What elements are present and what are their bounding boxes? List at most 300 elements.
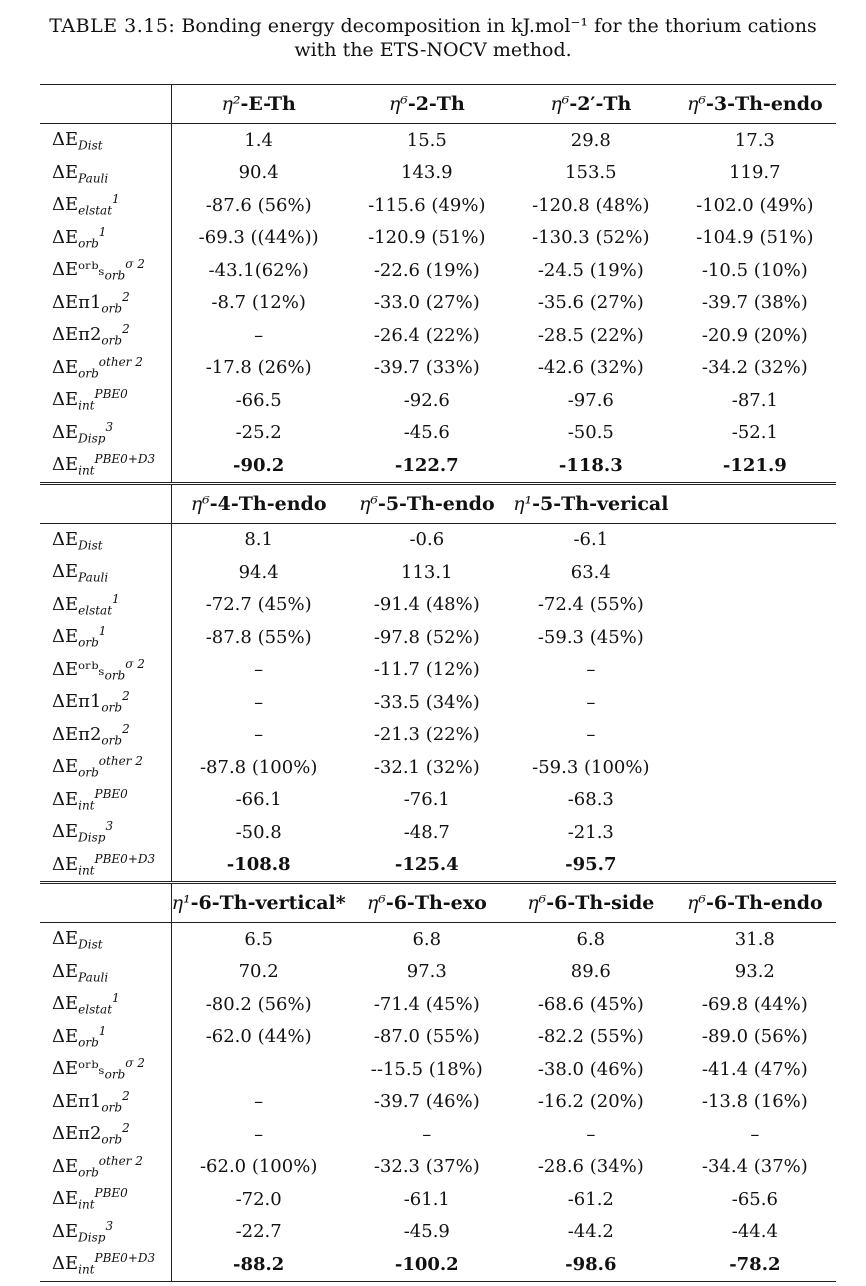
table-row [40, 1216, 836, 1249]
table-row [40, 1248, 836, 1281]
table-row [40, 923, 836, 956]
row-label-sub: int [78, 464, 95, 479]
table-cell [674, 849, 836, 883]
table-cell: -66.1 [235, 789, 282, 811]
table-cell: -91.4 (48%) [373, 594, 480, 616]
table-cell: – [254, 724, 264, 746]
table-cell [674, 686, 836, 719]
table-row [40, 988, 836, 1021]
table-cell [171, 1053, 346, 1086]
row-label-main: ΔE [52, 626, 79, 648]
row-label [40, 784, 171, 817]
table-cell: 90.4 [238, 162, 279, 184]
row-label-main: ΔEᵒʳᵇₛ [52, 658, 105, 680]
row-label [40, 956, 171, 989]
table-cell: -65.6 [731, 1188, 778, 1210]
table-row [40, 784, 836, 817]
table-cell: – [254, 659, 264, 681]
table-row [40, 523, 836, 556]
table-cell: -72.4 (55%) [537, 594, 644, 616]
complex-name: -2′-Th [569, 93, 632, 115]
row-label [40, 589, 171, 622]
table-cell [674, 556, 836, 589]
row-label-sup: 1 [112, 991, 120, 1006]
table-cell: -34.2 (32%) [701, 357, 808, 379]
row-label [40, 254, 171, 287]
table-cell: -50.5 [567, 422, 614, 444]
table-cell: 6.8 [508, 923, 674, 956]
table-row [40, 287, 836, 320]
table-cell: -120.8 (48%) [532, 194, 650, 216]
table-row [40, 589, 836, 622]
row-label-sub: orb [104, 668, 126, 683]
table-cell: -68.6 (45%) [537, 993, 644, 1015]
table-cell: -87.1 [731, 389, 778, 411]
table-cell: -115.6 (49%) [368, 194, 486, 216]
table-cell: -62.0 (44%) [205, 1026, 312, 1048]
hapticity-label: η⁶ [686, 93, 706, 115]
table-cell: -39.7 (38%) [701, 292, 808, 314]
row-label-sub: Disp [78, 1230, 106, 1245]
table-cell: – [586, 724, 596, 746]
table-cell: -97.8 (52%) [373, 626, 480, 648]
row-label-sub: orb [101, 1100, 123, 1115]
table-cell: -66.5 [235, 389, 282, 411]
row-label-main: ΔE [52, 756, 79, 778]
header-corner [40, 85, 171, 124]
row-label [40, 449, 171, 483]
row-label-sub: Pauli [78, 970, 109, 985]
row-label-sup: 1 [112, 591, 120, 606]
table-row [40, 254, 836, 287]
row-label-sup: PBE0 [94, 786, 128, 801]
row-label-sub: Pauli [78, 571, 109, 586]
table-cell: -8.7 (12%) [211, 292, 306, 314]
row-label-sup: other 2 [98, 1153, 143, 1168]
table-cell: -87.8 (55%) [205, 626, 312, 648]
column-header [171, 483, 346, 523]
row-label-sub: orb [101, 301, 123, 316]
table-row [40, 222, 836, 255]
table-cell [674, 523, 836, 556]
row-label [40, 1216, 171, 1249]
complex-name: -5-Th-verical [532, 492, 669, 515]
row-label-sup: 1 [112, 192, 120, 207]
row-label-sub: orb [104, 269, 126, 284]
table-row [40, 157, 836, 190]
complex-name: -6-Th-side [546, 892, 655, 914]
table-cell: -87.8 (100%) [199, 756, 318, 778]
row-label-sup: 2 [122, 322, 130, 337]
row-label-sub: orb [101, 334, 123, 349]
table-cell: -122.7 [394, 454, 459, 476]
row-label-main: ΔE [52, 993, 79, 1015]
table-cell: --15.5 (18%) [370, 1058, 483, 1080]
table-cell: -25.2 [235, 422, 282, 444]
table-cell: -92.6 [403, 389, 450, 411]
column-header [346, 85, 508, 124]
table-cell: – [586, 1123, 596, 1145]
row-label-sup: 2 [122, 289, 130, 304]
table-cell: -80.2 (56%) [205, 993, 312, 1015]
row-label [40, 157, 171, 190]
row-label [40, 1053, 171, 1086]
row-label [40, 287, 171, 320]
table-header-row [40, 883, 836, 923]
row-label-sup: 1 [98, 1023, 107, 1038]
table-cell: -59.3 (100%) [532, 756, 650, 778]
table-cell: -32.3 (37%) [373, 1156, 480, 1178]
table-cell: 93.2 [734, 961, 775, 983]
row-label-main: ΔE [52, 960, 79, 982]
table-cell: – [254, 691, 264, 713]
hapticity-label: η⁶ [527, 892, 547, 914]
table-cell: – [586, 659, 596, 681]
row-label-main: ΔE [52, 593, 79, 615]
energy-decomposition-table [40, 84, 836, 1282]
complex-name: -3-Th-endo [705, 93, 823, 115]
row-label [40, 1021, 171, 1054]
row-label-main: ΔE [52, 1025, 79, 1047]
row-label-sub: orb [78, 1165, 99, 1180]
table-cell: 97.3 [406, 961, 447, 983]
table-row [40, 751, 836, 784]
row-label-sup: 3 [105, 419, 114, 434]
table-cell [674, 719, 836, 752]
table-cell: -87.0 (55%) [373, 1026, 480, 1048]
complex-name: -6-Th-vertical* [190, 892, 346, 914]
table-cell: 6.8 [346, 923, 508, 956]
table-cell: -61.2 [567, 1188, 614, 1210]
table-row [40, 449, 836, 483]
row-label-main: ΔE [52, 356, 79, 378]
hapticity-label: η⁶ [686, 892, 706, 914]
table-cell: 94.4 [238, 561, 279, 583]
table-cell: -69.3 ((44%)) [198, 227, 319, 249]
row-label [40, 719, 171, 752]
row-label-sup: 1 [98, 624, 107, 639]
table-cell: – [750, 1123, 760, 1145]
table-cell: 6.5 [171, 923, 346, 956]
row-label-sub: Dist [78, 139, 103, 154]
table-cell [674, 784, 836, 817]
table-header-row [40, 85, 836, 124]
table-cell: -108.8 [226, 854, 291, 876]
row-label-main: ΔEπ1 [52, 1090, 102, 1112]
table-cell: -43.1(62%) [208, 259, 309, 281]
table-row [40, 352, 836, 385]
table-cell: -102.0 (49%) [696, 194, 814, 216]
table-cell: -22.6 (19%) [373, 259, 480, 281]
table-cell: -34.4 (37%) [701, 1156, 808, 1178]
table-cell: -44.4 [731, 1221, 778, 1243]
row-label-main: ΔEπ2 [52, 324, 102, 346]
table-cell: -97.6 [567, 389, 614, 411]
table-row [40, 719, 836, 752]
row-label-sub: Dist [78, 538, 103, 553]
row-label [40, 1248, 171, 1281]
table-row [40, 124, 836, 157]
table-cell: -39.7 (33%) [373, 357, 480, 379]
table-cell: -16.2 (20%) [537, 1091, 644, 1113]
table-cell: – [422, 1123, 432, 1145]
table-row [40, 1151, 836, 1184]
row-label-sub: orb [78, 766, 99, 781]
row-label-main: ΔEπ1 [52, 291, 102, 313]
table-cell: -72.7 (45%) [205, 594, 312, 616]
table-cell: -59.3 (45%) [537, 626, 644, 648]
table-cell: -42.6 (32%) [537, 357, 644, 379]
hapticity-label: η⁶ [388, 93, 408, 115]
row-label-main: ΔE [52, 421, 79, 443]
table-cell: -41.4 (47%) [701, 1058, 808, 1080]
row-label [40, 654, 171, 687]
table-row [40, 816, 836, 849]
table-cell: 17.3 [674, 124, 836, 157]
complex-name: -5-Th-endo [377, 492, 495, 515]
table-cell: 70.2 [238, 961, 279, 983]
table-cell: 8.1 [171, 523, 346, 556]
row-label-main: ΔE [52, 1220, 79, 1242]
table-caption [30, 14, 836, 62]
row-label-sub: int [78, 1198, 95, 1213]
table-cell: -61.1 [403, 1188, 450, 1210]
table-cell: -6.1 [508, 523, 674, 556]
table-row [40, 1086, 836, 1119]
table-row [40, 621, 836, 654]
row-label [40, 417, 171, 450]
row-label-main: ΔEπ1 [52, 691, 102, 713]
row-label-sup: PBE0 [94, 387, 128, 402]
table-cell: 29.8 [508, 124, 674, 157]
row-label-main: ΔE [52, 1155, 79, 1177]
table-cell: -38.0 (46%) [537, 1058, 644, 1080]
table-cell: -120.9 (51%) [368, 227, 486, 249]
row-label-sup: 3 [105, 1218, 114, 1233]
row-label-sup: σ 2 [125, 257, 145, 272]
row-label-main: ΔEᵒʳᵇₛ [52, 1058, 105, 1080]
column-header [508, 883, 674, 923]
complex-name: -E-Th [240, 93, 296, 115]
row-label-sub: orb [101, 1133, 123, 1148]
column-header [171, 883, 346, 923]
table-cell: -13.8 (16%) [701, 1091, 808, 1113]
table-cell: -87.6 (56%) [205, 194, 312, 216]
table-header-row [40, 483, 836, 523]
row-label-sub: orb [104, 1068, 126, 1083]
table-cell [674, 621, 836, 654]
table-cell: -50.8 [235, 821, 282, 843]
table-row [40, 319, 836, 352]
table-cell: -48.7 [403, 821, 450, 843]
table-cell [674, 654, 836, 687]
row-label-sub: orb [78, 236, 99, 251]
table-row [40, 417, 836, 450]
row-label-main: ΔE [52, 788, 79, 810]
row-label-main: ΔE [52, 454, 79, 476]
row-label-sup: PBE0 [94, 1186, 128, 1201]
table-cell: 63.4 [570, 561, 611, 583]
table-cell: – [254, 1123, 264, 1145]
row-label-sup: σ 2 [125, 656, 145, 671]
row-label [40, 124, 171, 157]
row-label-sup: PBE0+D3 [94, 452, 156, 467]
table-cell [674, 751, 836, 784]
table-cell: 153.5 [565, 162, 617, 184]
row-label-main: ΔE [52, 129, 79, 151]
row-label [40, 1118, 171, 1151]
row-label-main: ΔE [52, 194, 79, 216]
table-cell: -71.4 (45%) [373, 993, 480, 1015]
hapticity-label: η⁶ [190, 492, 210, 515]
table-cell: -98.6 [508, 1248, 674, 1281]
table-cell: -44.2 [567, 1221, 614, 1243]
table-cell: – [254, 324, 264, 346]
column-header [346, 483, 508, 523]
row-label-main: ΔE [52, 821, 79, 843]
caption-text: Bonding energy decomposition in kJ.mol⁻¹ for the thorium cations with the ETS-NOCV method. [181, 15, 817, 61]
row-label [40, 352, 171, 385]
table-cell: -45.6 [403, 422, 450, 444]
row-label-sub: orb [101, 733, 123, 748]
row-label-sub: elstat [78, 1003, 113, 1018]
table-cell: -100.2 [346, 1248, 508, 1281]
table-cell: – [254, 1091, 264, 1113]
row-label [40, 816, 171, 849]
row-label [40, 849, 171, 883]
table-cell: -35.6 (27%) [537, 292, 644, 314]
row-label-sup: 1 [98, 224, 107, 239]
table-cell: -125.4 [394, 854, 459, 876]
table-row [40, 849, 836, 883]
row-label-main: ΔE [52, 226, 79, 248]
table-cell: -0.6 [346, 523, 508, 556]
table-cell: – [586, 691, 596, 713]
hapticity-label: η⁶ [358, 492, 378, 515]
row-label-sub: Pauli [78, 171, 109, 186]
row-label [40, 1183, 171, 1216]
table-row [40, 686, 836, 719]
table-row [40, 189, 836, 222]
table-cell: -118.3 [558, 454, 623, 476]
row-label-main: ΔE [52, 1188, 79, 1210]
row-label-sub: elstat [78, 204, 113, 219]
table-cell: -104.9 (51%) [696, 227, 814, 249]
table-cell: -11.7 (12%) [373, 659, 480, 681]
table-row [40, 1053, 836, 1086]
table-cell: -22.7 [235, 1221, 282, 1243]
table-cell: -28.5 (22%) [537, 324, 644, 346]
row-label-sup: PBE0+D3 [94, 1251, 156, 1266]
row-label-sub: Dist [78, 938, 103, 953]
row-label [40, 189, 171, 222]
row-label [40, 222, 171, 255]
table-cell: -130.3 (52%) [532, 227, 650, 249]
table-cell: 31.8 [674, 923, 836, 956]
table-cell: -10.5 (10%) [701, 259, 808, 281]
row-label-sup: other 2 [98, 354, 143, 369]
table-cell: -90.2 [233, 454, 285, 476]
row-label-sup: 2 [122, 689, 130, 704]
table-cell: -95.7 [565, 854, 617, 876]
table-cell: -78.2 [674, 1248, 836, 1281]
row-label-sub: int [78, 1263, 95, 1278]
hapticity-label: η² [221, 93, 241, 115]
table-cell: -76.1 [403, 789, 450, 811]
column-header [508, 85, 674, 124]
row-label-main: ΔEπ2 [52, 723, 102, 745]
row-label-main: ΔE [52, 928, 79, 950]
table-row [40, 1021, 836, 1054]
row-label-sup: other 2 [98, 754, 143, 769]
table-cell: -62.0 (100%) [199, 1156, 318, 1178]
row-label-sup: σ 2 [125, 1056, 145, 1071]
table-row [40, 654, 836, 687]
table-cell: -121.9 [722, 454, 787, 476]
row-label-sub: elstat [78, 603, 113, 618]
row-label-sub: orb [101, 701, 123, 716]
table-cell: -21.3 (22%) [373, 724, 480, 746]
table-cell: -33.0 (27%) [373, 292, 480, 314]
row-label-main: ΔE [52, 1253, 79, 1275]
row-label-main: ΔE [52, 853, 79, 875]
table-row [40, 556, 836, 589]
table-cell: -32.1 (32%) [373, 756, 480, 778]
table-cell: 15.5 [346, 124, 508, 157]
table-row [40, 956, 836, 989]
table-cell: 89.6 [570, 961, 611, 983]
table-cell: -72.0 [235, 1188, 282, 1210]
row-label-sup: 3 [105, 819, 114, 834]
table-cell: -17.8 (26%) [205, 357, 312, 379]
row-label [40, 621, 171, 654]
row-label-main: ΔE [52, 528, 79, 550]
table-row [40, 1183, 836, 1216]
table-cell: -39.7 (46%) [373, 1091, 480, 1113]
column-header [508, 483, 674, 523]
column-header [674, 883, 836, 923]
header-corner [40, 883, 171, 923]
row-label-sub: Disp [78, 431, 106, 446]
row-label [40, 988, 171, 1021]
row-label-sub: orb [78, 1035, 99, 1050]
row-label [40, 1151, 171, 1184]
row-label-main: ΔE [52, 161, 79, 183]
row-label-sup: 2 [122, 1121, 130, 1136]
table-cell: -45.9 [403, 1221, 450, 1243]
table-cell: 143.9 [401, 162, 453, 184]
table-cell [674, 589, 836, 622]
row-label [40, 384, 171, 417]
row-label [40, 523, 171, 556]
row-label-sub: orb [78, 366, 99, 381]
row-label [40, 1086, 171, 1119]
hapticity-label: η⁶ [366, 892, 386, 914]
row-label-sub: int [78, 399, 95, 414]
table-cell: 1.4 [171, 124, 346, 157]
table-cell: -68.3 [567, 789, 614, 811]
complex-name: -2-Th [407, 93, 465, 115]
row-label-sub: int [78, 798, 95, 813]
table-row [40, 384, 836, 417]
table-cell: 119.7 [729, 162, 781, 184]
table-cell: -82.2 (55%) [537, 1026, 644, 1048]
complex-name: -6-Th-endo [705, 892, 823, 914]
table-cell: -88.2 [171, 1248, 346, 1281]
row-label [40, 319, 171, 352]
table-cell: -28.6 (34%) [537, 1156, 644, 1178]
row-label-sub: int [78, 863, 95, 878]
